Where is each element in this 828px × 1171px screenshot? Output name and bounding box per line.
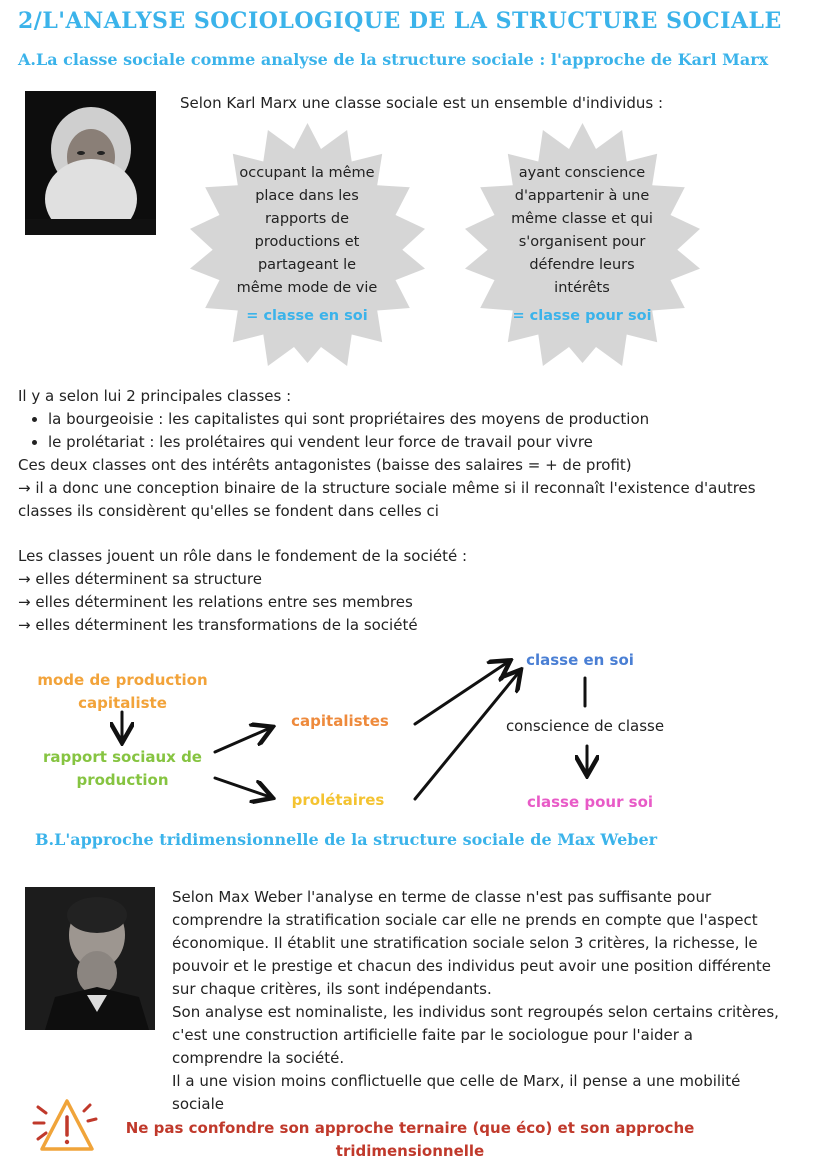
karl-marx-portrait [25,91,156,235]
arrow-rapport-to-proletaires [215,778,270,797]
classes-intro: Il y a selon lui 2 principales classes : [18,387,292,405]
star-left-line: productions et [254,234,360,250]
roles-intro: Les classes jouent un rôle dans le fondement de la société : [18,547,468,565]
diagram-capitalistes: capitalistes [291,712,389,730]
label-classe-en-soi: = classe en soi [246,308,368,324]
weber-line: c'est une construction artificielle faite par le sociologue pour l'aider a [172,1026,693,1044]
warning-icon [30,1093,102,1157]
diagram-arrows [0,640,828,820]
star-classe-en-soi [185,118,430,368]
weber-line: sur chaque critères, ils sont indépendants. [172,980,492,998]
role-item: → elles déterminent sa structure [18,570,262,588]
diagram-classe-pour-soi: classe pour soi [526,793,654,811]
binary-text-1: → il a donc une conception binaire de la structure sociale même si il reconnaît l'existence d'autres [18,479,756,497]
weber-line: comprendre la société. [172,1049,345,1067]
star-left-line: rapports de [264,211,350,227]
weber-text [172,886,812,1116]
warning-line: tridimensionnelle [335,1142,485,1160]
diagram-proletaires: prolétaires [291,791,385,809]
weber-line: Son analyse est nominaliste, les individus sont regroupés selon certains critères, [172,1003,779,1021]
diagram-rapport-line: production [76,771,169,789]
role-item: → elles déterminent les relations entre ses membres [18,593,413,611]
label-classe-pour-soi: = classe pour soi [512,308,652,324]
diagram-conscience-de-classe: conscience de classe [505,717,665,735]
star-right-line: même classe et qui [511,211,653,227]
star-right-line: intérêts [554,280,610,296]
star-right-line: ayant conscience [518,165,646,181]
diagram-mode-line: mode de production [37,671,208,689]
max-weber-portrait-drawing [25,887,155,1030]
page-title: 2/L'ANALYSE SOCIOLOGIQUE DE LA STRUCTURE SOCIALE [18,8,782,34]
warning-line: Ne pas confondre son approche ternaire (que éco) et son approche [125,1119,695,1137]
star-right-line: s'organisent pour [518,234,646,250]
marx-intro: Selon Karl Marx une classe sociale est un ensemble d'individus : [180,94,664,112]
role-item: → elles déterminent les transformations de la société [18,616,418,634]
diagram-mode-line: capitaliste [78,694,167,712]
antagonism-text: Ces deux classes ont des intérêts antagonistes (baisse des salaires = + de profit) [18,456,632,474]
binary-text-2: classes ils considèrent qu'elles se fondent dans celles ci [18,502,439,520]
weber-line: sociale [172,1095,224,1113]
star-right-line: défendre leurs [529,257,635,273]
star-left-line: occupant la même [239,165,375,181]
arrow-capitalistes-to-en-soi [415,662,508,724]
section-b-heading: B.L'approche tridimensionnelle de la structure sociale de Max Weber [35,830,658,849]
classes-section [18,385,818,523]
star-left-line: place dans les [255,188,359,204]
diagram-classe-en-soi: classe en soi [526,651,634,669]
arrow-rapport-to-capitalistes [215,728,270,752]
classes-list [18,408,818,454]
section-a-heading: A.La classe sociale comme analyse de la structure sociale : l'approche de Karl Marx [18,50,769,69]
karl-marx-portrait-drawing [25,91,156,235]
weber-line: comprendre la stratification sociale car elle ne prends en compte que l'aspect [172,911,758,929]
star-left-line: même mode de vie [236,280,378,296]
star-left-line: partageant le [257,257,357,273]
max-weber-portrait [25,887,155,1030]
weber-line: Il a une vision moins conflictuelle que celle de Marx, il pense a une mobilité [172,1072,741,1090]
roles-section [18,545,818,637]
list-item: • la bourgeoisie : les capitalistes qui sont propriétaires des moyens de production [48,408,818,431]
diagram-rapport-line: rapport sociaux de [43,748,202,766]
star-classe-pour-soi [460,118,705,368]
warning-text [110,1117,710,1163]
weber-line: économique. Il établit une stratification sociale selon 3 critères, la richesse, le [172,934,758,952]
star-right-line: d'appartenir à une [514,188,650,204]
weber-line: Selon Max Weber l'analyse en terme de classe n'est pas suffisante pour [172,888,712,906]
list-item: • le prolétariat : les prolétaires qui vendent leur force de travail pour vivre [48,431,818,454]
weber-line: pouvoir et le prestige et chacun des individus peut avoir une position différente [172,957,771,975]
